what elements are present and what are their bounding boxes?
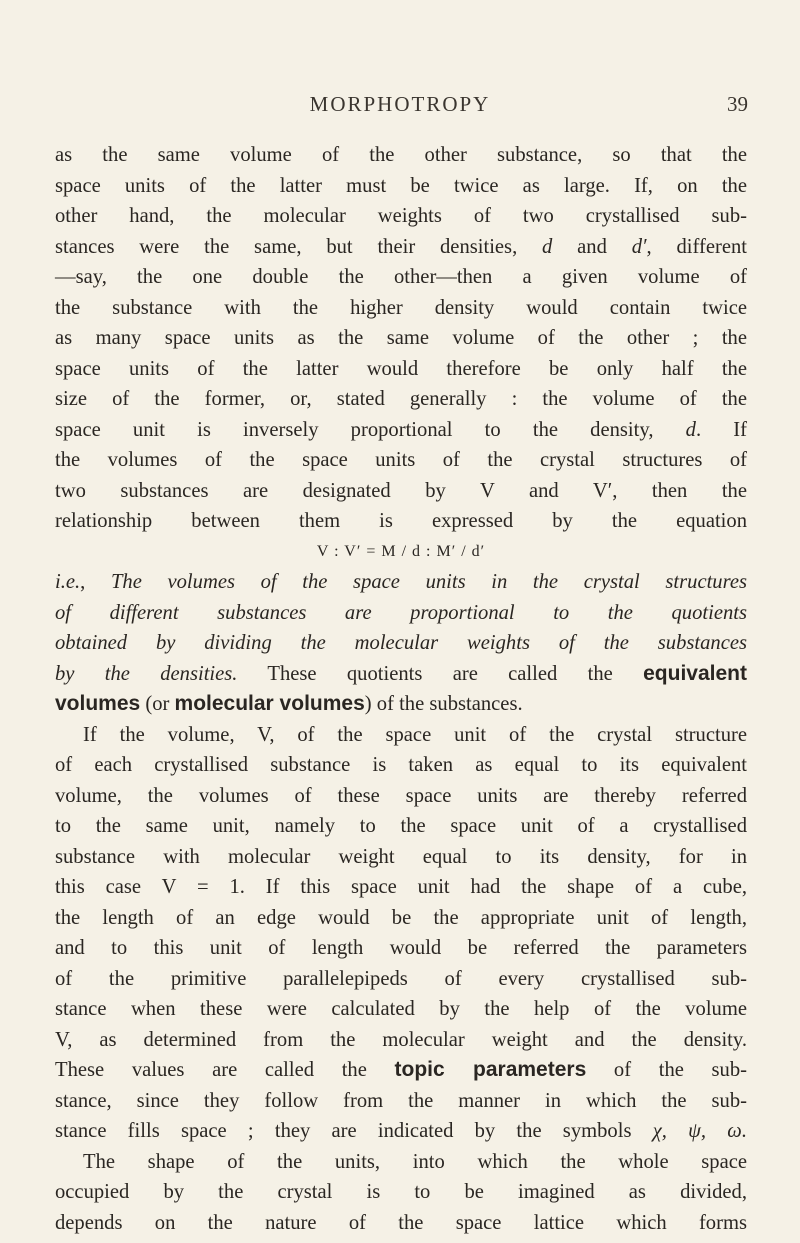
text-line: relationship between them is expressed by the equation [55, 510, 747, 532]
text-line: two substances are designated by V and V′, then the [55, 479, 747, 502]
text-line: depends on the nature of the space lattice which forms [55, 1211, 747, 1234]
text-line: stances were the same, but their densities, d and d′, different [55, 235, 747, 258]
text-line: to the same unit, namely to the space unit of a crystallised [55, 815, 747, 837]
text-line: space unit is inversely proportional to the density, d. If [55, 418, 748, 441]
text-line: stance when these were calculated by the help of the volume [55, 998, 747, 1020]
text-line: the volumes of the space units of the crystal structures of [55, 449, 747, 471]
text-line: the substance with the higher density would contain twice [55, 296, 747, 319]
symbols: χ, ψ, ω. [652, 1120, 747, 1142]
text-line: and to this unit of length would be referred the parameters [55, 937, 747, 959]
term-molecular-volumes: molecular volumes [174, 692, 365, 715]
text-line: —say, the one double the other—then a given volume of [55, 266, 747, 288]
text-line: space units of the latter must be twice as large. If, on the [55, 174, 747, 197]
term-volumes: volumes [55, 692, 141, 715]
text-line: obtained by dividing the molecular weights of the substances [55, 632, 747, 654]
text-line: stance fills space ; they are indicated by the symbols χ, ψ, ω. [55, 1120, 747, 1142]
term-equivalent: equivalent [643, 661, 747, 685]
text-line: as the same volume of the other substance, so that the [55, 144, 747, 166]
text-line: i.e., The volumes of the space units in the crystal structures [55, 571, 748, 593]
text-line: volumes (or molecular volumes) of the substances. [55, 692, 523, 715]
text-line: V, as determined from the molecular weight and the density. [55, 1028, 747, 1051]
text-line: space units of the latter would therefore be only half the [55, 357, 747, 380]
text-line: The shape of the units, into which the whole space [83, 1150, 747, 1173]
text-line: size of the former, or, stated generally : the volume of the [55, 388, 747, 410]
term-topic-parameters: topic parameters [394, 1058, 587, 1081]
text-line: of the primitive parallelepipeds of every crystallised sub- [55, 967, 747, 990]
text-line: of each crystallised substance is taken as equal to its equivalent [55, 754, 747, 776]
text-line: as many space units as the same volume of the other ; the [55, 327, 747, 349]
text-line: occupied by the crystal is to be imagined as divided, [55, 1181, 747, 1203]
text-line: volume, the volumes of these space units are thereby referred [55, 784, 747, 807]
text-line: this case V = 1. If this space unit had the shape of a cube, [55, 876, 747, 898]
body-text [55, 140, 747, 1238]
text-line: other hand, the molecular weights of two crystallised sub- [55, 205, 747, 227]
page-number: 39 [727, 92, 748, 116]
text-line: by the densities. These quotients are called the equivalent [55, 661, 747, 685]
text-line: If the volume, V, of the space unit of the crystal structure [83, 723, 747, 746]
text-line: These values are called the topic parameters of the sub- [55, 1058, 748, 1081]
text-line: the length of an edge would be the appropriate unit of length, [55, 906, 747, 929]
equation: V : V′ = M / d : M′ / d′ [316, 542, 486, 560]
page-header [0, 92, 800, 122]
text-line: substance with molecular weight equal to its density, for in [55, 845, 747, 868]
running-title: MORPHOTROPY [309, 92, 491, 116]
text-line: of different substances are proportional to the quotients [55, 601, 747, 624]
text-line: stance, since they follow from the manner in which the sub- [55, 1089, 747, 1112]
